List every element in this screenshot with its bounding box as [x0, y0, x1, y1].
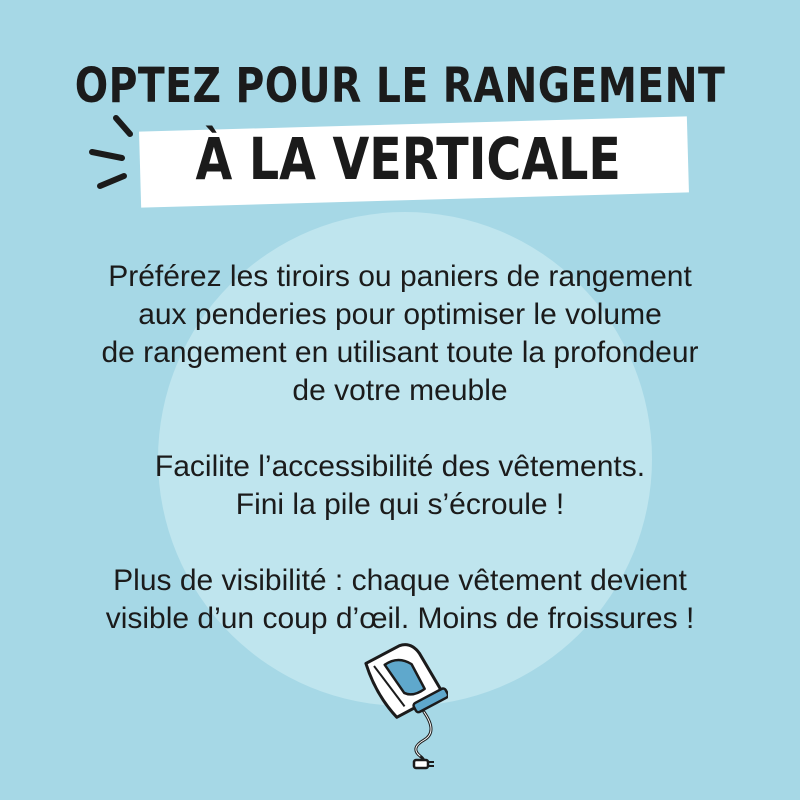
text-line: Facilite l’accessibilité des vêtements. [154, 450, 646, 483]
title-line-2: À LA VERTICALE [195, 125, 621, 193]
paragraph-visibility [0, 562, 800, 638]
text-line: Fini la pile qui s’écroule ! [235, 488, 565, 521]
text-line: visible d’un coup d’œil. Moins de froissures ! [105, 602, 695, 635]
text-line: de votre meuble [292, 374, 508, 407]
text-line: Préférez les tiroirs ou paniers de rangement [108, 260, 692, 293]
iron-icon [358, 640, 448, 770]
paragraph-storage-tip [0, 258, 800, 410]
text-line: de rangement en utilisant toute la profondeur [101, 336, 699, 369]
title-line-1: OPTEZ POUR LE RANGEMENT [74, 58, 726, 114]
paragraph-accessibility [0, 448, 800, 524]
body-text [0, 258, 800, 638]
text-line: Plus de visibilité : chaque vêtement devient [113, 564, 687, 597]
text-line: aux penderies pour optimiser le volume [138, 298, 662, 331]
